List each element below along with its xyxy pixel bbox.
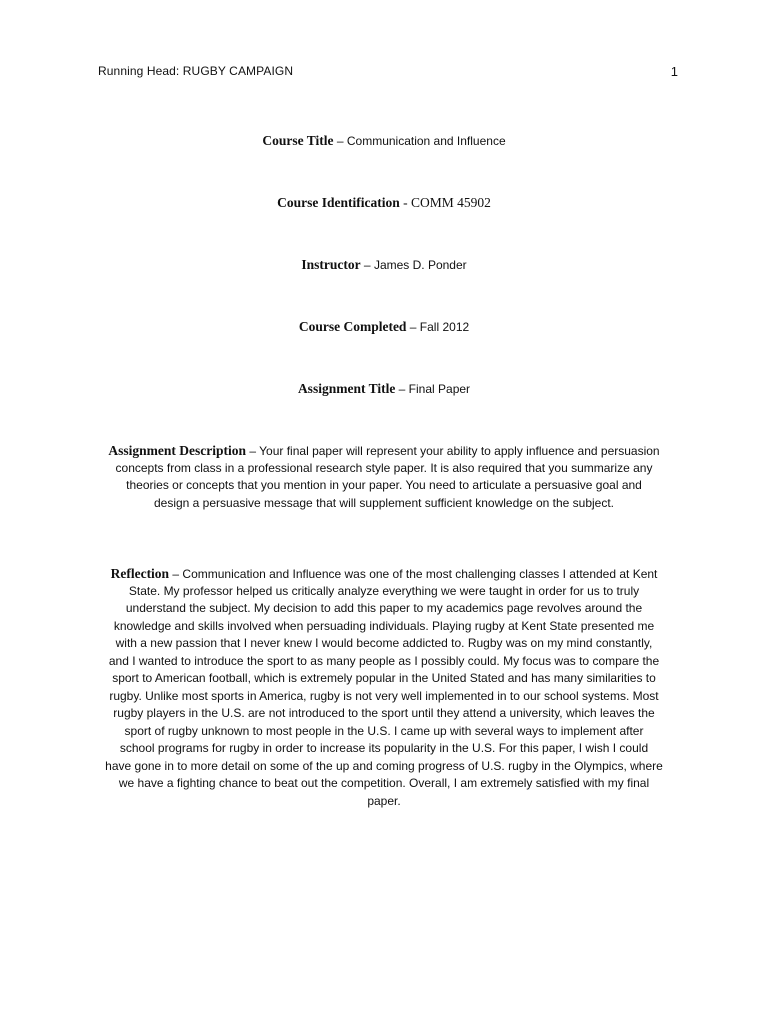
reflection-line: sport of rugby unknown to most people in the U.S. I came up with several ways to implement after <box>124 723 644 738</box>
instructor-value: James D. Ponder <box>373 258 467 272</box>
assignment-description-label: Assignment Description <box>108 443 247 458</box>
reflection-line: rugby. Unlike most sports in America, rugby is not very well implemented in to our school systems. Most <box>109 688 659 703</box>
assignment-description <box>88 442 680 512</box>
running-head: Running Head: RUGBY CAMPAIGN <box>98 64 294 78</box>
instructor-separator: – <box>360 258 374 272</box>
course-id-separator: - <box>399 195 411 210</box>
assignment-description-text: Your final paper will represent your ability to apply influence and persuasion <box>259 444 660 458</box>
reflection-line: with a new passion that I never knew I would become addicted to. Rugby was on my mind constantly, <box>115 636 653 650</box>
assignment-title-line <box>0 380 768 398</box>
assignment-description-line: concepts from class in a professional research style paper. It is also required that you summarize any <box>115 460 653 475</box>
reflection-line: State. My professor helped us critically analyze everything we were taught in order for us to truly <box>128 583 640 598</box>
reflection-line: knowledge and skills involved when persuading individuals. Playing rugby at Kent State presented me <box>113 618 655 633</box>
reflection-line: paper. <box>367 793 401 808</box>
instructor-label: Instructor <box>301 257 361 272</box>
course-completed-value: Fall 2012 <box>419 320 470 334</box>
course-id-line <box>0 194 768 212</box>
reflection <box>88 565 680 810</box>
reflection-separator: – <box>169 567 183 581</box>
reflection-text: Communication and Influence was one of the most challenging classes I attended at Kent <box>182 567 658 581</box>
instructor-line <box>0 256 768 274</box>
reflection-line: and I wanted to introduce the sport to as many people as I possibly could. My focus was to compare the <box>108 653 660 668</box>
assignment-title-label: Assignment Title <box>297 381 396 396</box>
assignment-title-value: Final Paper <box>408 382 471 396</box>
reflection-line: have gone in to more detail on some of the up and coming progress of U.S. rugby in the Olympics, where <box>105 758 663 773</box>
reflection-line: rugby players in the U.S. are not introduced to the sport until they attend a university, which leaves the <box>113 706 655 720</box>
reflection-line <box>88 565 680 583</box>
page-number: 1 <box>670 64 678 79</box>
course-title-line <box>0 132 768 150</box>
reflection-line: school programs for rugby in order to increase its popularity in the U.S. For this paper, I wish I could <box>119 741 649 755</box>
assignment-description-line: theories or concepts that you mention in your paper. You need to articulate a persuasive goal and <box>126 478 642 492</box>
assignment-description-line <box>88 442 680 460</box>
course-completed-separator: – <box>406 320 420 334</box>
assignment-description-separator: – <box>246 444 260 458</box>
reflection-line: we have a fighting chance to beat out the competition. Overall, I am extremely satisfied with my final <box>118 776 650 790</box>
course-completed-label: Course Completed <box>298 319 407 334</box>
course-id-label: Course Identification <box>277 195 400 210</box>
course-id-value: COMM 45902 <box>410 195 491 210</box>
assignment-title-separator: – <box>395 382 409 396</box>
course-title-value: Communication and Influence <box>346 134 506 148</box>
reflection-label: Reflection <box>110 566 170 581</box>
assignment-description-line: design a persuasive message that will supplement sufficient knowledge on the subject. <box>153 495 615 510</box>
course-title-label: Course Title <box>262 133 334 148</box>
reflection-line: understand the subject. My decision to add this paper to my academics page revolves around the <box>125 601 643 615</box>
course-completed-line <box>0 318 768 336</box>
course-title-separator: – <box>333 134 347 148</box>
reflection-line: sport to American football, which is extremely popular in the United Stated and has many similarities to <box>112 671 656 685</box>
